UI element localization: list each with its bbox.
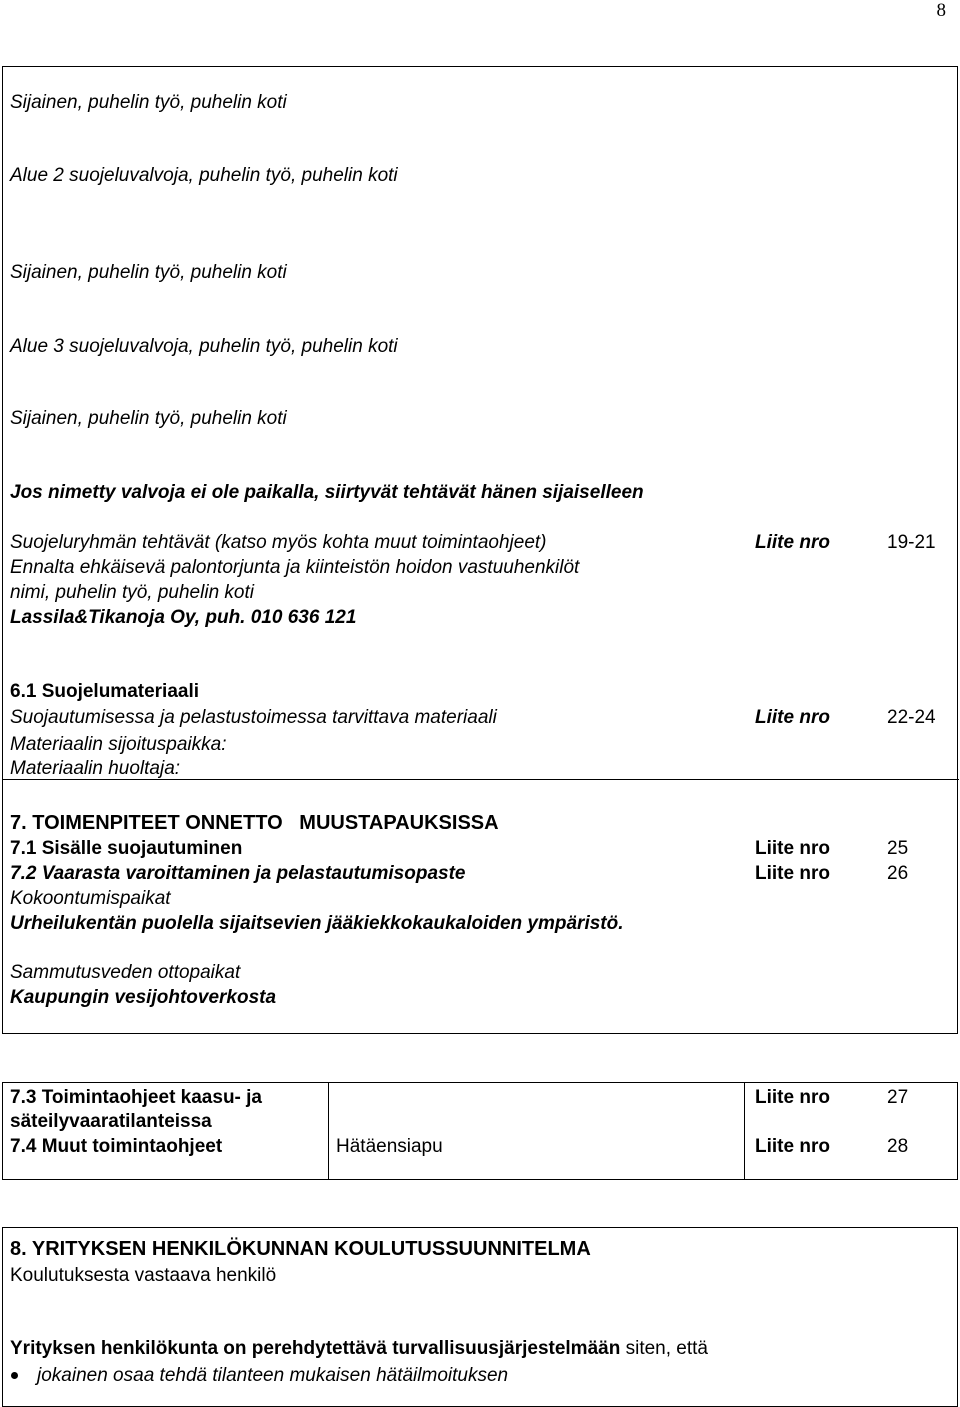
section-7-2-label: 7.2 Vaarasta varoittaminen ja pelastautumisopaste — [10, 863, 466, 884]
liite-label: Liite nro — [755, 1087, 830, 1108]
liite-number: 26 — [887, 863, 909, 884]
sijainen-line-1: Sijainen, puhelin työ, puhelin koti — [10, 92, 287, 113]
sammutus-label: Sammutusveden ottopaikat — [10, 962, 241, 983]
huoltaja-label: Materiaalin huoltaja: — [10, 758, 181, 779]
page-number: 8 — [936, 0, 946, 21]
urheilu-line: Urheilukentän puolella sijaitsevien jääkiekkokaukaloiden ympäristö. — [10, 913, 624, 934]
perehdytys-bold: Yrityksen henkilökunta on perehdytettävä turvallisuusjärjestelmään — [10, 1338, 621, 1359]
bullet-icon — [11, 1372, 18, 1379]
liite-label: Liite nro — [755, 863, 830, 884]
sijainen-line-3: Sijainen, puhelin työ, puhelin koti — [10, 408, 287, 429]
liite-number: 19-21 — [887, 532, 936, 553]
ennalta-line: Ennalta ehkäisevä palontorjunta ja kiinteistön hoidon vastuuhenkilöt — [10, 557, 580, 578]
liite-number: 28 — [887, 1136, 909, 1157]
liite-label: Liite nro — [755, 1136, 830, 1157]
hataensiapu-label: Hätäensiapu — [336, 1136, 443, 1157]
liite-number: 25 — [887, 838, 909, 859]
alue2-line: Alue 2 suojeluvalvoja, puhelin työ, puhelin koti — [10, 165, 398, 186]
suojautumis-label: Suojautumisessa ja pelastustoimessa tarvittava materiaali — [10, 707, 497, 728]
liite-number: 22-24 — [887, 707, 936, 728]
liite-label: Liite nro — [755, 707, 830, 728]
liite-label: Liite nro — [755, 838, 830, 859]
bullet-item-1: jokainen osaa tehdä tilanteen mukaisen hätäilmoituksen — [37, 1365, 509, 1386]
sijoituspaikka-label: Materiaalin sijoituspaikka: — [10, 734, 227, 755]
kaupungin-line: Kaupungin vesijohtoverkosta — [10, 987, 277, 1008]
section-7-1-label: 7.1 Sisälle suojautuminen — [10, 838, 243, 859]
vastaava-label: Koulutuksesta vastaava henkilö — [10, 1265, 277, 1286]
perehdytys-line — [10, 1338, 708, 1360]
perehdytys-rest: siten, että — [620, 1338, 708, 1359]
section-7-3-line1: 7.3 Toimintaohjeet kaasu- ja — [10, 1087, 263, 1108]
liite-number: 27 — [887, 1087, 909, 1108]
suojeluryhma-label: Suojeluryhmän tehtävät (katso myös kohta muut toimintaohjeet) — [10, 532, 547, 553]
section-7-4-label: 7.4 Muut toimintaohjeet — [10, 1136, 223, 1157]
liite-label: Liite nro — [755, 532, 830, 553]
sijainen-line-2: Sijainen, puhelin työ, puhelin koti — [10, 262, 287, 283]
section-7-heading: 7. TOIMENPITEET ONNETTO MUUSTAPAUKSISSA — [10, 812, 499, 834]
substitute-note: Jos nimetty valvoja ei ole paikalla, siirtyvät tehtävät hänen sijaiselleen — [10, 482, 644, 503]
lassila-line: Lassila&Tikanoja Oy, puh. 010 636 121 — [10, 607, 357, 628]
section-8-heading: 8. YRITYKSEN HENKILÖKUNNAN KOULUTUSSUUNNITELMA — [10, 1238, 591, 1260]
nimi-line: nimi, puhelin työ, puhelin koti — [10, 582, 254, 603]
section-6-1-heading: 6.1 Suojelumateriaali — [10, 681, 200, 702]
column-divider — [744, 1082, 745, 1180]
divider — [3, 779, 959, 780]
alue3-line: Alue 3 suojeluvalvoja, puhelin työ, puhelin koti — [10, 336, 398, 357]
column-divider — [328, 1082, 329, 1180]
kokoontumis-label: Kokoontumispaikat — [10, 888, 171, 909]
section-7-3-line2: säteilyvaaratilanteissa — [10, 1111, 212, 1132]
